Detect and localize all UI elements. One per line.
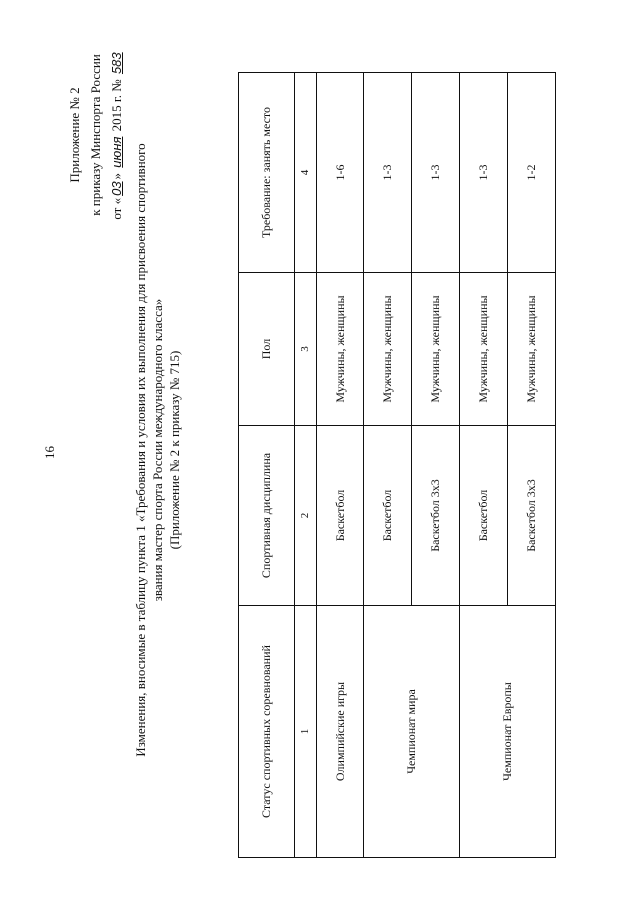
discipline-cell: Баскетбол xyxy=(316,426,364,606)
date-prefix: от « xyxy=(109,197,124,220)
place-cell: 1-3 xyxy=(364,73,412,273)
discipline-cell: Баскетбол xyxy=(460,426,508,606)
date-mid: » xyxy=(109,172,124,180)
appendix-title: Приложение № 2 xyxy=(67,87,82,183)
order-number: 583 xyxy=(109,52,124,75)
gender-cell: Мужчины, женщины xyxy=(364,273,412,426)
discipline-cell: Баскетбол 3х3 xyxy=(412,426,460,606)
page-number: 16 xyxy=(42,446,57,459)
gender-cell: Мужчины, женщины xyxy=(316,273,364,426)
heading-line-1: Изменения, вносимые в таблицу пункта 1 «Требования и условия их выполнения для присвоения спортивного xyxy=(133,143,148,757)
column-number-row xyxy=(294,73,316,858)
date-month: июня xyxy=(109,136,124,168)
appendix-order-ref: к приказу Минспорта России xyxy=(88,54,103,216)
status-cell: Олимпийские игры xyxy=(316,606,364,858)
requirements-table xyxy=(238,72,556,858)
header-gender: Пол xyxy=(239,273,295,426)
column-number: 3 xyxy=(294,273,316,426)
table-row xyxy=(364,73,412,858)
place-cell: 1-3 xyxy=(412,73,460,273)
discipline-cell: Баскетбол 3х3 xyxy=(508,426,556,606)
header-requirement: Требование: занять место xyxy=(239,73,295,273)
place-cell: 1-2 xyxy=(508,73,556,273)
date-day: 03 xyxy=(109,181,124,196)
appendix-date-line xyxy=(106,15,127,255)
heading-line-2: звания мастер спорта России международного класса» xyxy=(150,298,165,602)
document-heading xyxy=(132,55,183,845)
place-cell: 1-6 xyxy=(316,73,364,273)
table-row xyxy=(460,73,508,858)
status-cell: Чемпионат Европы xyxy=(460,606,556,858)
column-number: 2 xyxy=(294,426,316,606)
gender-cell: Мужчины, женщины xyxy=(412,273,460,426)
column-number: 4 xyxy=(294,73,316,273)
header-discipline: Спортивная дисциплина xyxy=(239,426,295,606)
discipline-cell: Баскетбол xyxy=(364,426,412,606)
gender-cell: Мужчины, женщины xyxy=(508,273,556,426)
status-cell: Чемпионат мира xyxy=(364,606,460,858)
table-row xyxy=(316,73,364,858)
header-status: Статус спортивных соревнований xyxy=(239,606,295,858)
appendix-block xyxy=(64,15,127,255)
table-header-row xyxy=(239,73,295,858)
place-cell: 1-3 xyxy=(460,73,508,273)
date-year: 2015 г. № xyxy=(109,79,124,132)
gender-cell: Мужчины, женщины xyxy=(460,273,508,426)
column-number: 1 xyxy=(294,606,316,858)
heading-line-3: (Приложение № 2 к приказу № 715) xyxy=(167,350,182,550)
